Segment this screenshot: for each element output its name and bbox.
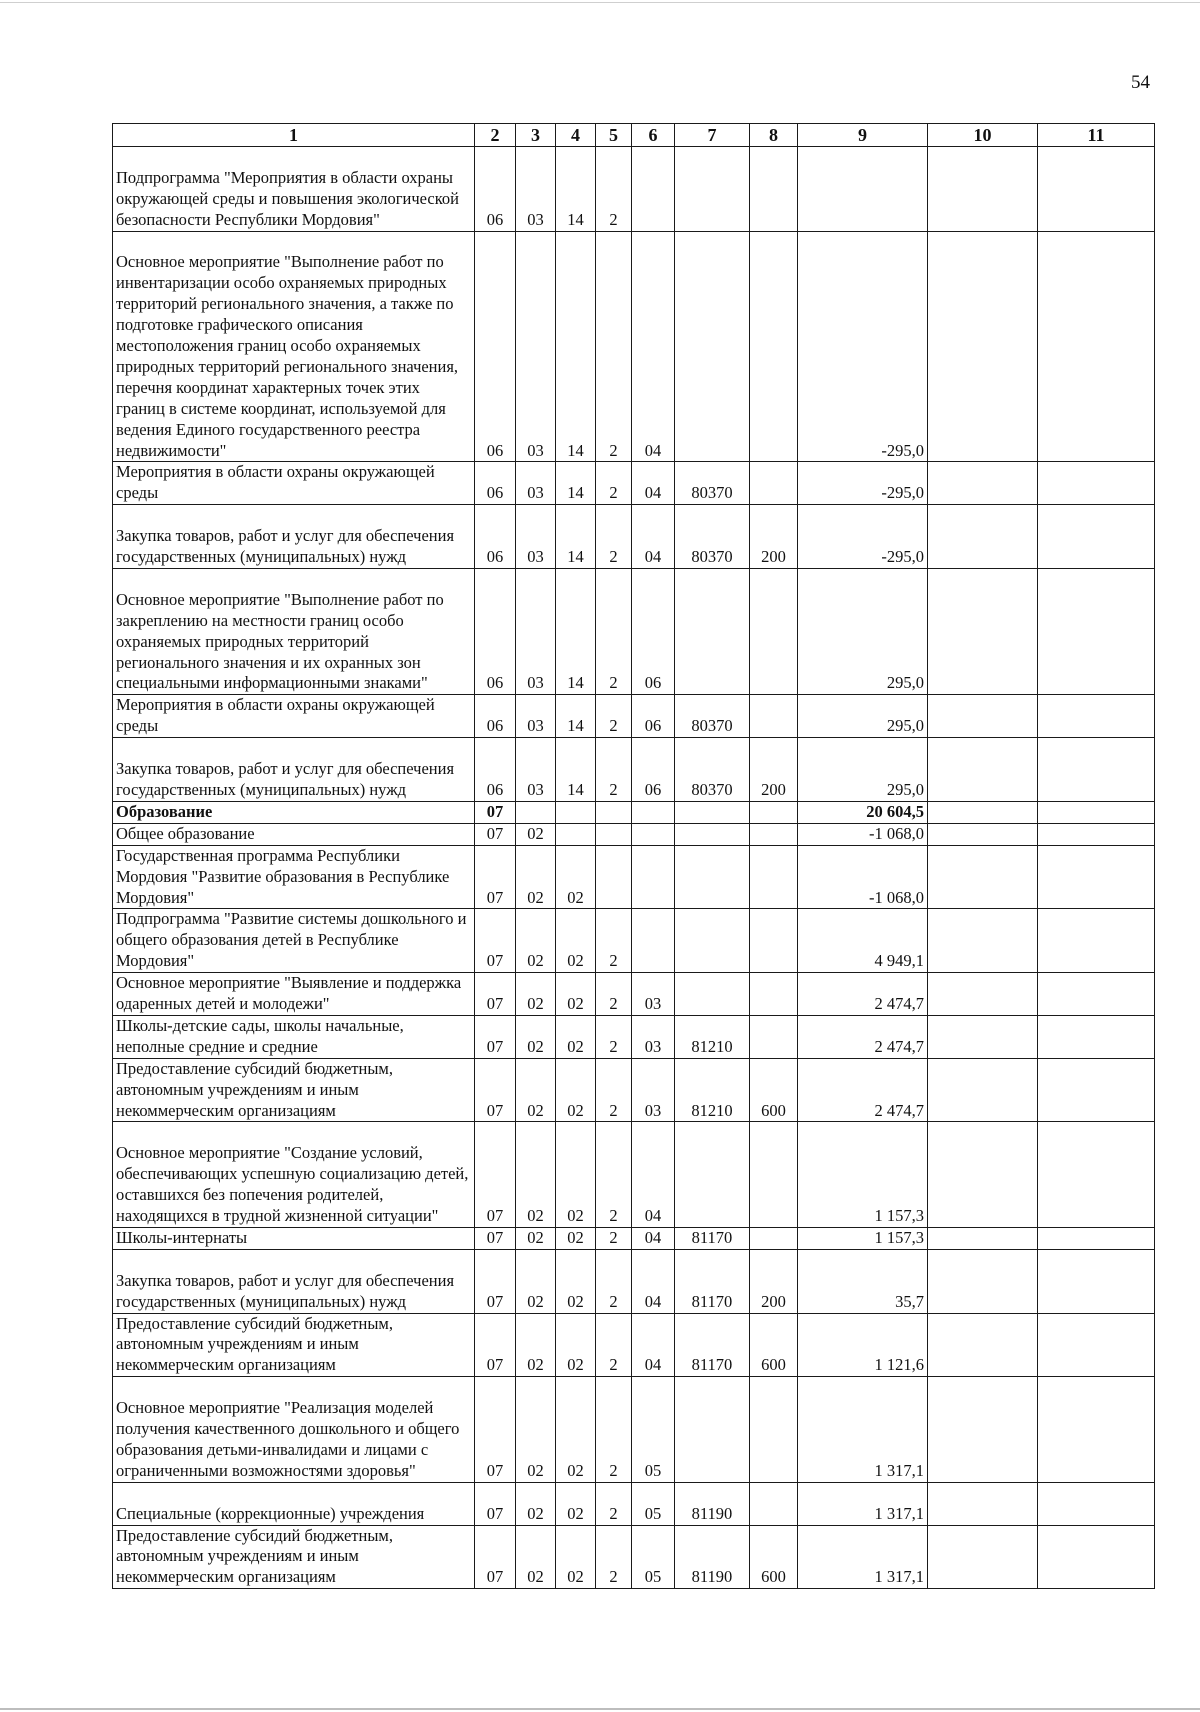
- column-10-cell: [928, 1482, 1038, 1525]
- column-10-cell: [928, 801, 1038, 823]
- code-cell-col-8: 600: [750, 1058, 798, 1122]
- amount-cell: 2 474,7: [798, 973, 928, 1016]
- code-cell-col-8: [750, 845, 798, 909]
- code-cell-col-6: 05: [632, 1377, 675, 1483]
- code-cell-col-8: [750, 1227, 798, 1249]
- column-11-cell: [1038, 973, 1155, 1016]
- table-row: [113, 1122, 1155, 1228]
- code-cell-col-5: 2: [596, 1227, 632, 1249]
- table-row: [113, 1058, 1155, 1122]
- table-row: [113, 568, 1155, 694]
- amount-cell: 35,7: [798, 1249, 928, 1313]
- code-cell-col-2: 07: [475, 1525, 516, 1589]
- code-cell-col-5: 2: [596, 1249, 632, 1313]
- code-cell-col-2: 07: [475, 909, 516, 973]
- code-cell-col-5: 2: [596, 568, 632, 694]
- code-cell-col-5: 2: [596, 462, 632, 505]
- code-cell-col-8: [750, 973, 798, 1016]
- column-10-cell: [928, 909, 1038, 973]
- table-row: [113, 147, 1155, 232]
- amount-cell: -295,0: [798, 231, 928, 462]
- code-cell-col-6: 04: [632, 1122, 675, 1228]
- code-cell-col-5: 2: [596, 1122, 632, 1228]
- column-10-cell: [928, 738, 1038, 802]
- column-10-cell: [928, 1058, 1038, 1122]
- code-cell-col-3: 03: [516, 231, 556, 462]
- code-cell-col-2: 07: [475, 801, 516, 823]
- column-10-cell: [928, 1525, 1038, 1589]
- column-header-11: 11: [1038, 124, 1155, 147]
- row-name-cell: Мероприятия в области охраны окружающей среды: [113, 462, 475, 505]
- row-name-cell: Предоставление субсидий бюджетным, автономным учреждениям и иным некоммерческим организациям: [113, 1058, 475, 1122]
- code-cell-col-2: 06: [475, 738, 516, 802]
- code-cell-col-4: 02: [556, 1227, 596, 1249]
- code-cell-col-3: 03: [516, 738, 556, 802]
- column-10-cell: [928, 1249, 1038, 1313]
- code-cell-col-8: [750, 823, 798, 845]
- code-cell-col-2: 07: [475, 1482, 516, 1525]
- code-cell-col-2: 07: [475, 845, 516, 909]
- amount-cell: 295,0: [798, 568, 928, 694]
- column-11-cell: [1038, 695, 1155, 738]
- column-11-cell: [1038, 1227, 1155, 1249]
- code-cell-col-6: [632, 909, 675, 973]
- table-row: [113, 1313, 1155, 1377]
- code-cell-col-4: [556, 801, 596, 823]
- column-header-8: 8: [750, 124, 798, 147]
- column-11-cell: [1038, 568, 1155, 694]
- code-cell-col-6: 04: [632, 462, 675, 505]
- column-header-3: 3: [516, 124, 556, 147]
- code-cell-col-8: [750, 909, 798, 973]
- row-name-cell: Основное мероприятие "Реализация моделей получения качественного дошкольного и общего образования детьми-инвалидами и лицами с ограниченными возможностями здоровья": [113, 1377, 475, 1483]
- column-header-7: 7: [675, 124, 750, 147]
- code-cell-col-7: [675, 147, 750, 232]
- table-row: [113, 462, 1155, 505]
- code-cell-col-7: 81170: [675, 1313, 750, 1377]
- code-cell-col-4: 14: [556, 462, 596, 505]
- code-cell-col-3: 02: [516, 1313, 556, 1377]
- amount-cell: 1 157,3: [798, 1122, 928, 1228]
- column-10-cell: [928, 1227, 1038, 1249]
- code-cell-col-6: [632, 801, 675, 823]
- code-cell-col-4: 14: [556, 738, 596, 802]
- row-name-cell: Основное мероприятие "Выполнение работ по закреплению на местности границ особо охраняемых природных территорий регионального значения и их охранных зон специальными информационными знаками": [113, 568, 475, 694]
- code-cell-col-3: 02: [516, 1015, 556, 1058]
- code-cell-col-4: 02: [556, 1525, 596, 1589]
- column-10-cell: [928, 973, 1038, 1016]
- table-row: [113, 1015, 1155, 1058]
- code-cell-col-6: 04: [632, 231, 675, 462]
- code-cell-col-8: 200: [750, 738, 798, 802]
- table-row: [113, 823, 1155, 845]
- code-cell-col-2: 06: [475, 695, 516, 738]
- code-cell-col-3: 02: [516, 1482, 556, 1525]
- column-11-cell: [1038, 505, 1155, 569]
- code-cell-col-6: 03: [632, 973, 675, 1016]
- column-header-5: 5: [596, 124, 632, 147]
- column-10-cell: [928, 231, 1038, 462]
- code-cell-col-2: 06: [475, 505, 516, 569]
- code-cell-col-3: 02: [516, 1058, 556, 1122]
- code-cell-col-3: 02: [516, 823, 556, 845]
- code-cell-col-3: 03: [516, 462, 556, 505]
- row-name-cell: Закупка товаров, работ и услуг для обеспечения государственных (муниципальных) нужд: [113, 738, 475, 802]
- amount-cell: 1 121,6: [798, 1313, 928, 1377]
- code-cell-col-3: 02: [516, 909, 556, 973]
- code-cell-col-6: 03: [632, 1058, 675, 1122]
- code-cell-col-2: 06: [475, 462, 516, 505]
- code-cell-col-4: 02: [556, 1015, 596, 1058]
- code-cell-col-5: 2: [596, 147, 632, 232]
- code-cell-col-6: [632, 823, 675, 845]
- code-cell-col-4: [556, 823, 596, 845]
- code-cell-col-8: [750, 231, 798, 462]
- column-header-4: 4: [556, 124, 596, 147]
- row-name-cell: Специальные (коррекционные) учреждения: [113, 1482, 475, 1525]
- code-cell-col-6: 06: [632, 738, 675, 802]
- table-body: [113, 147, 1155, 1589]
- column-11-cell: [1038, 1525, 1155, 1589]
- column-11-cell: [1038, 1058, 1155, 1122]
- column-10-cell: [928, 845, 1038, 909]
- code-cell-col-7: 81210: [675, 1058, 750, 1122]
- table-row: [113, 695, 1155, 738]
- code-cell-col-5: 2: [596, 1482, 632, 1525]
- column-11-cell: [1038, 1313, 1155, 1377]
- code-cell-col-7: [675, 909, 750, 973]
- scan-edge-bottom: [0, 1708, 1200, 1710]
- code-cell-col-2: 07: [475, 1122, 516, 1228]
- code-cell-col-2: 07: [475, 1058, 516, 1122]
- column-11-cell: [1038, 1377, 1155, 1483]
- code-cell-col-4: 02: [556, 1377, 596, 1483]
- code-cell-col-5: 2: [596, 231, 632, 462]
- code-cell-col-4: 02: [556, 845, 596, 909]
- amount-cell: 1 317,1: [798, 1482, 928, 1525]
- code-cell-col-7: [675, 568, 750, 694]
- row-name-cell: Образование: [113, 801, 475, 823]
- column-11-cell: [1038, 1122, 1155, 1228]
- code-cell-col-5: 2: [596, 738, 632, 802]
- amount-cell: [798, 147, 928, 232]
- column-10-cell: [928, 1377, 1038, 1483]
- code-cell-col-5: [596, 801, 632, 823]
- code-cell-col-2: 07: [475, 1377, 516, 1483]
- table-row: [113, 231, 1155, 462]
- budget-table: [112, 123, 1155, 1589]
- row-name-cell: Закупка товаров, работ и услуг для обеспечения государственных (муниципальных) нужд: [113, 1249, 475, 1313]
- table-row: [113, 738, 1155, 802]
- code-cell-col-2: 06: [475, 147, 516, 232]
- code-cell-col-6: 06: [632, 568, 675, 694]
- code-cell-col-7: [675, 973, 750, 1016]
- code-cell-col-5: 2: [596, 695, 632, 738]
- code-cell-col-5: 2: [596, 909, 632, 973]
- code-cell-col-4: 02: [556, 909, 596, 973]
- code-cell-col-4: 02: [556, 1249, 596, 1313]
- code-cell-col-5: [596, 823, 632, 845]
- row-name-cell: Школы-детские сады, школы начальные, неполные средние и средние: [113, 1015, 475, 1058]
- code-cell-col-3: 03: [516, 568, 556, 694]
- code-cell-col-5: 2: [596, 1313, 632, 1377]
- code-cell-col-8: [750, 1482, 798, 1525]
- code-cell-col-5: 2: [596, 1015, 632, 1058]
- amount-cell: 4 949,1: [798, 909, 928, 973]
- code-cell-col-5: 2: [596, 505, 632, 569]
- table-row: [113, 845, 1155, 909]
- code-cell-col-7: [675, 801, 750, 823]
- code-cell-col-8: [750, 462, 798, 505]
- column-header-1: 1: [113, 124, 475, 147]
- table-row: [113, 909, 1155, 973]
- table-row: [113, 1525, 1155, 1589]
- column-11-cell: [1038, 1015, 1155, 1058]
- row-name-cell: Основное мероприятие "Выявление и поддержка одаренных детей и молодежи": [113, 973, 475, 1016]
- page-number: 54: [1131, 72, 1150, 93]
- code-cell-col-8: 600: [750, 1525, 798, 1589]
- code-cell-col-6: 05: [632, 1482, 675, 1525]
- amount-cell: 1 317,1: [798, 1525, 928, 1589]
- code-cell-col-5: 2: [596, 973, 632, 1016]
- code-cell-col-6: 04: [632, 505, 675, 569]
- column-10-cell: [928, 823, 1038, 845]
- code-cell-col-3: 03: [516, 695, 556, 738]
- code-cell-col-7: 80370: [675, 695, 750, 738]
- code-cell-col-6: 03: [632, 1015, 675, 1058]
- amount-cell: -295,0: [798, 462, 928, 505]
- code-cell-col-8: [750, 1377, 798, 1483]
- code-cell-col-8: [750, 568, 798, 694]
- row-name-cell: Подпрограмма "Мероприятия в области охраны окружающей среды и повышения экологической безопасности Республики Мордовия": [113, 147, 475, 232]
- code-cell-col-6: 04: [632, 1249, 675, 1313]
- code-cell-col-3: 02: [516, 1249, 556, 1313]
- code-cell-col-4: 02: [556, 1058, 596, 1122]
- code-cell-col-4: 14: [556, 231, 596, 462]
- code-cell-col-7: [675, 231, 750, 462]
- code-cell-col-2: 07: [475, 973, 516, 1016]
- column-11-cell: [1038, 231, 1155, 462]
- code-cell-col-3: 03: [516, 147, 556, 232]
- code-cell-col-5: 2: [596, 1525, 632, 1589]
- amount-cell: 295,0: [798, 738, 928, 802]
- code-cell-col-7: [675, 823, 750, 845]
- code-cell-col-7: 81170: [675, 1249, 750, 1313]
- code-cell-col-4: 14: [556, 147, 596, 232]
- column-10-cell: [928, 1015, 1038, 1058]
- column-10-cell: [928, 695, 1038, 738]
- column-10-cell: [928, 568, 1038, 694]
- column-11-cell: [1038, 1249, 1155, 1313]
- code-cell-col-5: [596, 845, 632, 909]
- code-cell-col-4: 02: [556, 973, 596, 1016]
- table-row: [113, 1377, 1155, 1483]
- code-cell-col-6: [632, 147, 675, 232]
- code-cell-col-2: 06: [475, 231, 516, 462]
- code-cell-col-8: [750, 1015, 798, 1058]
- column-10-cell: [928, 462, 1038, 505]
- code-cell-col-7: 81190: [675, 1525, 750, 1589]
- column-11-cell: [1038, 738, 1155, 802]
- amount-cell: 2 474,7: [798, 1058, 928, 1122]
- amount-cell: 20 604,5: [798, 801, 928, 823]
- code-cell-col-8: [750, 801, 798, 823]
- code-cell-col-7: 81190: [675, 1482, 750, 1525]
- table-row: [113, 1249, 1155, 1313]
- code-cell-col-3: [516, 801, 556, 823]
- header-row: [113, 124, 1155, 147]
- row-name-cell: Общее образование: [113, 823, 475, 845]
- row-name-cell: Основное мероприятие "Выполнение работ по инвентаризации особо охраняемых природных территорий регионального значения, а также по подготовке графического описания местоположения границ особо охраняемых природных территорий регионального значения, перечня координат характерных точек этих границ в системе координат, используемой для ведения Единого государственного реестра недвижимости": [113, 231, 475, 462]
- code-cell-col-8: [750, 695, 798, 738]
- code-cell-col-4: 14: [556, 695, 596, 738]
- code-cell-col-6: 04: [632, 1227, 675, 1249]
- column-11-cell: [1038, 1482, 1155, 1525]
- code-cell-col-2: 07: [475, 1227, 516, 1249]
- code-cell-col-5: 2: [596, 1058, 632, 1122]
- code-cell-col-3: 02: [516, 845, 556, 909]
- code-cell-col-2: 07: [475, 1313, 516, 1377]
- column-header-10: 10: [928, 124, 1038, 147]
- code-cell-col-2: 07: [475, 823, 516, 845]
- code-cell-col-7: [675, 845, 750, 909]
- amount-cell: 1 157,3: [798, 1227, 928, 1249]
- table-row: [113, 505, 1155, 569]
- code-cell-col-3: 02: [516, 1377, 556, 1483]
- table-row: [113, 1227, 1155, 1249]
- column-header-9: 9: [798, 124, 928, 147]
- amount-cell: 2 474,7: [798, 1015, 928, 1058]
- code-cell-col-2: 07: [475, 1015, 516, 1058]
- code-cell-col-4: 14: [556, 568, 596, 694]
- code-cell-col-3: 02: [516, 1525, 556, 1589]
- code-cell-col-6: 04: [632, 1313, 675, 1377]
- amount-cell: -1 068,0: [798, 823, 928, 845]
- code-cell-col-2: 07: [475, 1249, 516, 1313]
- table-row: [113, 801, 1155, 823]
- amount-cell: -295,0: [798, 505, 928, 569]
- table-row: [113, 1482, 1155, 1525]
- code-cell-col-7: 80370: [675, 505, 750, 569]
- code-cell-col-8: [750, 1122, 798, 1228]
- amount-cell: 1 317,1: [798, 1377, 928, 1483]
- column-11-cell: [1038, 462, 1155, 505]
- row-name-cell: Школы-интернаты: [113, 1227, 475, 1249]
- code-cell-col-4: 14: [556, 505, 596, 569]
- scan-edge-top: [0, 2, 1200, 3]
- row-name-cell: Предоставление субсидий бюджетным, автономным учреждениям и иным некоммерческим организациям: [113, 1525, 475, 1589]
- code-cell-col-7: 80370: [675, 462, 750, 505]
- code-cell-col-7: [675, 1377, 750, 1483]
- code-cell-col-8: 200: [750, 505, 798, 569]
- column-10-cell: [928, 147, 1038, 232]
- row-name-cell: Мероприятия в области охраны окружающей среды: [113, 695, 475, 738]
- row-name-cell: Закупка товаров, работ и услуг для обеспечения государственных (муниципальных) нужд: [113, 505, 475, 569]
- code-cell-col-3: 02: [516, 1227, 556, 1249]
- column-11-cell: [1038, 147, 1155, 232]
- amount-cell: -1 068,0: [798, 845, 928, 909]
- column-header-6: 6: [632, 124, 675, 147]
- row-name-cell: Подпрограмма "Развитие системы дошкольного и общего образования детей в Республике Мордовия": [113, 909, 475, 973]
- code-cell-col-7: 81170: [675, 1227, 750, 1249]
- code-cell-col-3: 02: [516, 1122, 556, 1228]
- amount-cell: 295,0: [798, 695, 928, 738]
- column-11-cell: [1038, 909, 1155, 973]
- row-name-cell: Государственная программа Республики Мордовия "Развитие образования в Республике Мордовия": [113, 845, 475, 909]
- column-header-2: 2: [475, 124, 516, 147]
- code-cell-col-6: 06: [632, 695, 675, 738]
- code-cell-col-5: 2: [596, 1377, 632, 1483]
- code-cell-col-3: 02: [516, 973, 556, 1016]
- column-10-cell: [928, 1122, 1038, 1228]
- code-cell-col-4: 02: [556, 1313, 596, 1377]
- code-cell-col-7: [675, 1122, 750, 1228]
- code-cell-col-2: 06: [475, 568, 516, 694]
- code-cell-col-8: 600: [750, 1313, 798, 1377]
- column-11-cell: [1038, 845, 1155, 909]
- code-cell-col-8: 200: [750, 1249, 798, 1313]
- code-cell-col-7: 81210: [675, 1015, 750, 1058]
- code-cell-col-7: 80370: [675, 738, 750, 802]
- column-11-cell: [1038, 801, 1155, 823]
- code-cell-col-4: 02: [556, 1122, 596, 1228]
- row-name-cell: Предоставление субсидий бюджетным, автономным учреждениям и иным некоммерческим организациям: [113, 1313, 475, 1377]
- column-10-cell: [928, 505, 1038, 569]
- column-10-cell: [928, 1313, 1038, 1377]
- row-name-cell: Основное мероприятие "Создание условий, обеспечивающих успешную социализацию детей, оставшихся без попечения родителей, находящихся в трудной жизненной ситуации": [113, 1122, 475, 1228]
- column-11-cell: [1038, 823, 1155, 845]
- code-cell-col-8: [750, 147, 798, 232]
- table-row: [113, 973, 1155, 1016]
- code-cell-col-6: 05: [632, 1525, 675, 1589]
- code-cell-col-4: 02: [556, 1482, 596, 1525]
- code-cell-col-3: 03: [516, 505, 556, 569]
- code-cell-col-6: [632, 845, 675, 909]
